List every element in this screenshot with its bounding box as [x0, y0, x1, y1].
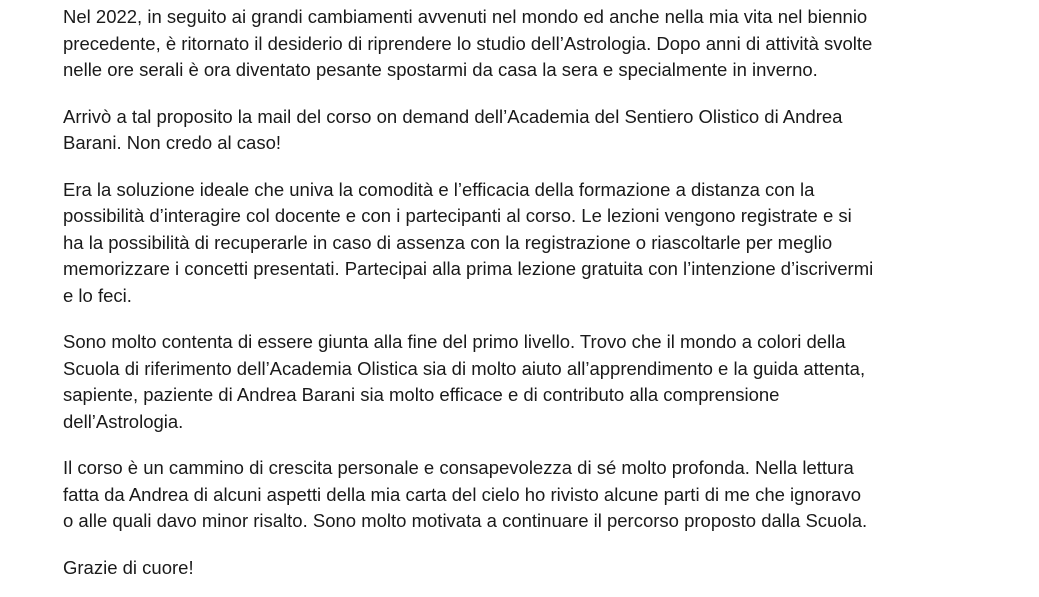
text-line: ha la possibilità di recuperarle in caso di assenza con la registrazione o riascoltarle per meglio [63, 231, 833, 253]
text-line: Sono molto contenta di essere giunta alla fine del primo livello. Trovo che il mondo a colori della [63, 331, 846, 352]
text-line: memorizzare i concetti presentati. Partecipai alla prima lezione gratuita con l’intenzione d’iscrivermi [63, 258, 874, 279]
text-line: o alle quali davo minor risalto. Sono molto motivata a continuare il percorso proposto dalla Scuola. [63, 510, 868, 531]
paragraph-1 [63, 4, 999, 84]
text-line: e lo feci. [63, 284, 132, 306]
text-line: precedente, è ritornato il desiderio di riprendere lo studio dell’Astrologia. Dopo anni di attività svolte [63, 32, 873, 54]
text-line: possibilità d’interagire col docente e con i partecipanti al corso. Le lezioni vengono registrate e si [63, 205, 852, 226]
text-line: Scuola di riferimento dell’Academia Olistica sia di molto aiuto all’apprendimento e la guida attenta, [63, 357, 866, 379]
text-line: Grazie di cuore! [63, 556, 194, 578]
text-line: Nel 2022, in seguito ai grandi cambiamenti avvenuti nel mondo ed anche nella mia vita nel biennio [63, 6, 868, 27]
text-line: dell’Astrologia. [63, 410, 184, 432]
paragraph-4 [63, 329, 999, 435]
text-line: sapiente, paziente di Andrea Barani sia molto efficace e di contributo alla comprensione [63, 384, 780, 405]
paragraph-2 [63, 104, 999, 157]
text-line: nelle ore serali è ora diventato pesante spostarmi da casa la sera e specialmente in inverno. [63, 59, 818, 80]
text-line: Barani. Non credo al caso! [63, 132, 282, 153]
text-line: Era la soluzione ideale che univa la comodità e l’efficacia della formazione a distanza con la [63, 178, 815, 200]
text-line: Arrivò a tal proposito la mail del corso on demand dell’Academia del Sentiero Olistico di Andrea [63, 105, 843, 127]
text-line: fatta da Andrea di alcuni aspetti della mia carta del cielo ho rivisto alcune parti di me che ignoravo [63, 483, 862, 505]
text-line: Il corso è un cammino di crescita personale e consapevolezza di sé molto profonda. Nella lettura [63, 457, 854, 478]
closing-line [63, 555, 999, 582]
paragraph-3 [63, 177, 999, 310]
paragraph-5 [63, 455, 999, 535]
